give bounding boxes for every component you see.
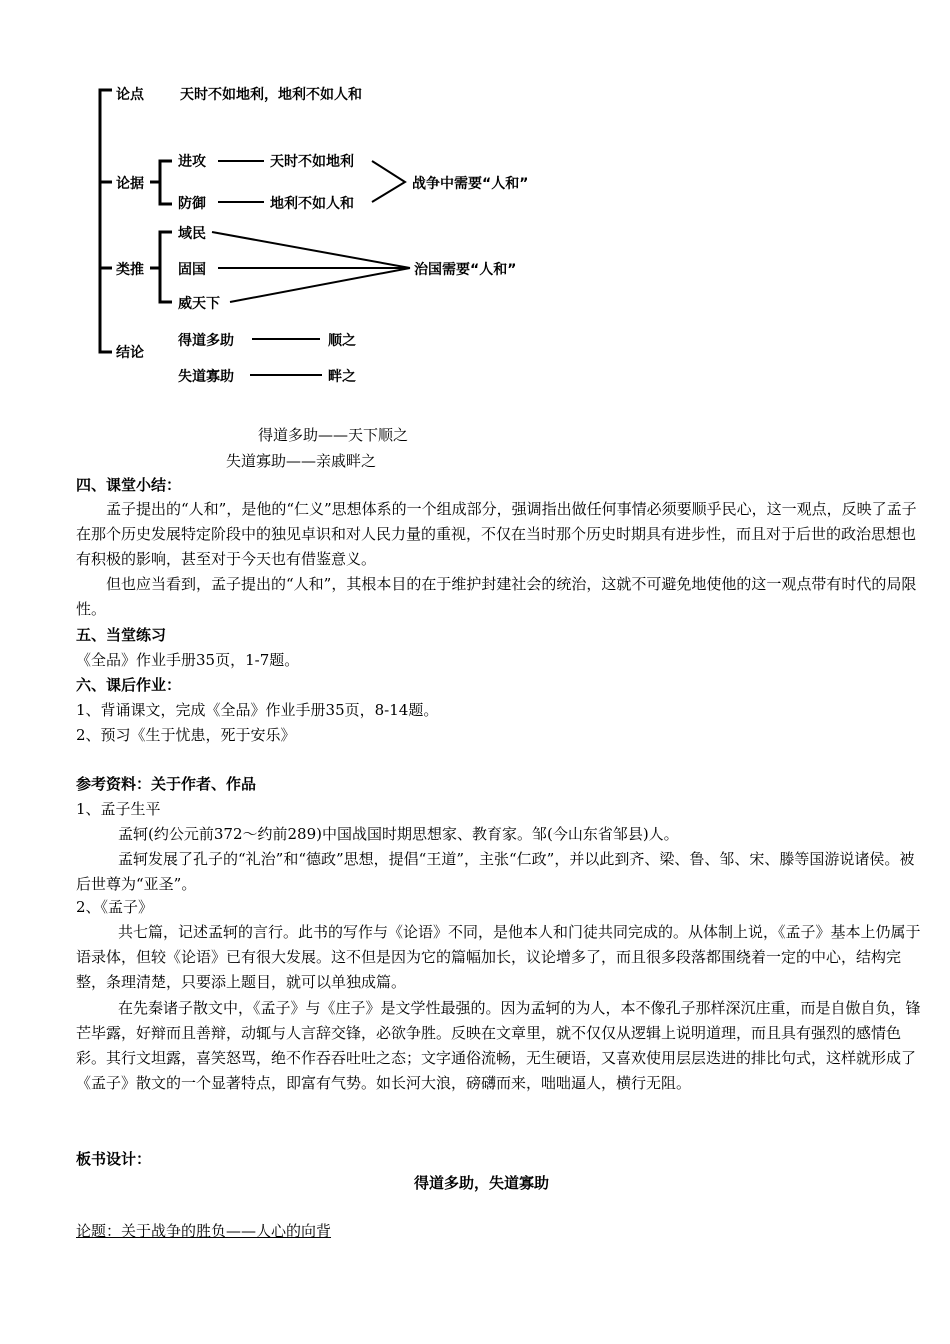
reference-paragraph-1: 孟轲(约公元前372～约前289)中国战国时期思想家、教育家。邹(今山东省邹县)人。 [118, 825, 679, 843]
section6-item-2: 2、预习《生于忧患，死于安乐》 [76, 726, 296, 744]
board-heading: 板书设计： [76, 1150, 152, 1168]
fangyu-label: 防御 [178, 196, 206, 212]
war-converge-arrow [372, 161, 405, 202]
section4-heading: 四、课堂小结： [76, 476, 182, 494]
shidao-label: 失道寡助 [178, 369, 234, 385]
section5-heading: 五、当堂练习 [76, 626, 167, 644]
lundian-text: 天时不如地利，地利不如人和 [180, 87, 362, 103]
reference-paragraph-2: 孟轲发展了孔子的“礼治”和“德政”思想，提倡“王道”，主张“仁政”，并以此到齐、梁、鲁、邹、宋、滕等国游说诸侯。被后世尊为“亚圣”。 [76, 850, 915, 893]
jingong-target: 天时不如地利 [270, 154, 354, 170]
lunju-bracket [160, 161, 172, 204]
arrow-line-1: 得道多助——天下顺之 [258, 426, 409, 444]
section5-text: 《全品》作业手册35页，1-7题。 [76, 651, 300, 669]
reference-heading: 参考资料：关于作者、作品 [76, 775, 257, 793]
jielun-label: 结论 [116, 345, 144, 361]
argument-structure-diagram [0, 0, 950, 400]
war-conclusion: 战争中需要“人和” [412, 176, 529, 192]
yumin-label: 域民 [178, 226, 206, 242]
section4-paragraph-2: 但也应当看到，孟子提出的“人和”，其根本目的在于维护封建社会的统治，这就不可避免地使他的这一观点带有时代的局限性。 [76, 575, 917, 618]
lundian-label: 论点 [116, 87, 144, 103]
section4-paragraph-1: 孟子提出的“人和”，是他的“仁义”思想体系的一个组成部分，强调指出做任何事情必须要顺乎民心，这一观点，反映了孟子在那个历史发展特定阶段中的独见卓识和对人民力量的重视，不仅在当时那个历史时期具有进步性，而且对于后世的政治思想也有积极的影响，甚至对于今天也有借鉴意义。 [76, 500, 917, 568]
section6-heading: 六、课后作业： [76, 676, 182, 694]
dedao-label: 得道多助 [178, 333, 234, 349]
fangyu-target: 地利不如人和 [270, 196, 354, 212]
leitui-bracket [160, 232, 172, 302]
dedao-result: 顺之 [328, 333, 356, 349]
reference-sub-1: 1、孟子生平 [76, 800, 161, 818]
jingong-label: 进攻 [178, 154, 206, 170]
leitui-label: 类推 [116, 262, 144, 278]
section6-item-1: 1、背诵课文，完成《全品》作业手册35页，8-14题。 [76, 701, 439, 719]
weitianxia-label: 威天下 [178, 296, 220, 312]
board-title: 得道多助，失道寡助 [414, 1174, 550, 1192]
lunju-label: 论据 [116, 176, 144, 192]
shidao-result: 畔之 [328, 369, 356, 385]
arrow-line-2: 失道寡助——亲戚畔之 [226, 452, 377, 470]
guguo-label: 固国 [178, 262, 206, 278]
reference-paragraph-3: 共七篇，记述孟轲的言行。此书的写作与《论语》不同，是他本人和门徒共同完成的。从体制上说，《孟子》基本上仍属于语录体，但较《论语》已有很大发展。这不但是因为它的篇幅加长，议论增多了，而且很多段落都围绕着一定的中心，结构完整，条理清楚，只要添上题目，就可以单独成篇。 [76, 923, 921, 991]
state-conclusion: 治国需要“人和” [414, 262, 517, 278]
reference-sub-2: 2、《孟子》 [76, 898, 154, 916]
main-bracket [100, 90, 112, 352]
reference-paragraph-4: 在先秦诸子散文中，《孟子》与《庄子》是文学性最强的。因为孟轲的为人，本不像孔子那样深沉庄重，而是自傲自负，锋芒毕露，好辩而且善辩，动辄与人言辞交锋，必欲争胜。反映在文章里，就不仅仅从逻辑上说明道理，而且具有强烈的感情色彩。其行文坦露，喜笑怒骂，绝不作吞吞吐吐之态；文字通俗流畅，无生硬语，又喜欢使用层层迭进的排比句式，这样就形成了《孟子》散文的一个显著特点，即富有气势。如长河大浪，磅礴而来，咄咄逼人，横行无阻。 [76, 999, 921, 1092]
board-topic: 论题：关于战争的胜负——人心的向背 [76, 1222, 332, 1240]
